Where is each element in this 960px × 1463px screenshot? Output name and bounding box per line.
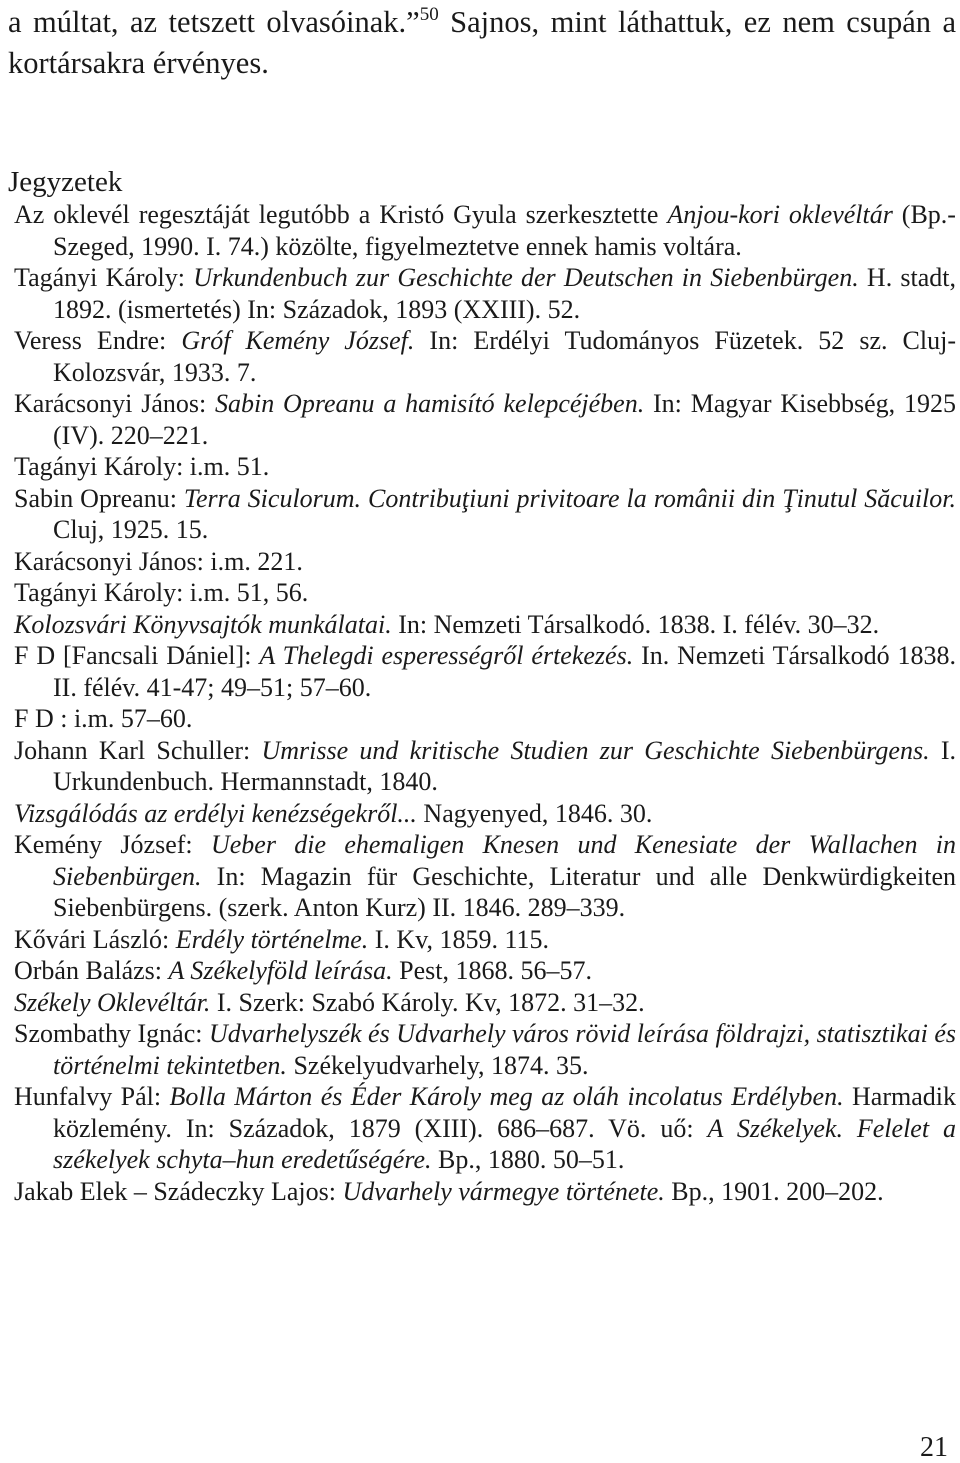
note-text: Cluj, 1925. 15. bbox=[53, 515, 209, 544]
note-text: Sabin Opreanu: bbox=[14, 483, 184, 513]
note-item bbox=[8, 325, 956, 388]
note-item bbox=[8, 735, 956, 798]
note-item bbox=[8, 388, 956, 451]
note-item bbox=[8, 577, 956, 609]
paragraph-text-after: Sajnos, mint láthattuk, ez nem csupán a kortársakra érvényes. bbox=[8, 5, 956, 80]
note-text: Bp., 1901. 200–202. bbox=[664, 1176, 884, 1206]
note-title: Vizsgálódás az erdélyi kenézségekről... bbox=[14, 798, 417, 828]
note-item bbox=[8, 955, 956, 987]
note-title: A Székelyföld leírása. bbox=[168, 956, 393, 985]
note-text: I. Kv, 1859. 115. bbox=[368, 924, 550, 954]
note-text: Veress Endre: bbox=[14, 326, 182, 355]
note-text: Orbán Balázs: bbox=[14, 956, 169, 985]
note-text: In: Nemzeti Társalkodó. 1838. I. félév. 30–32. bbox=[391, 609, 880, 639]
paragraph-text-before: a múltat, az tetszett olvasóinak.” bbox=[8, 5, 420, 39]
note-text: Harmadik közlemény. In: Századok, 1879 (XIII). 686–687. Vö. uő: bbox=[53, 1082, 956, 1143]
note-text: In: Erdélyi Tudományos Füzetek. 52 sz. Cluj-Kolozsvár, 1933. 7. bbox=[53, 326, 956, 387]
notes-heading: Jegyzetek bbox=[8, 166, 123, 198]
note-title: Anjou-kori oklevéltár bbox=[667, 200, 893, 229]
note-text: In: Magyar Kisebbség, 1925 (IV). 220–221. bbox=[53, 389, 956, 450]
note-title: Gróf Kemény József. bbox=[181, 326, 415, 355]
note-text: Az oklevél regesztáját legutóbb a Kristó Gyula szerkesztette bbox=[14, 200, 668, 229]
note-item bbox=[8, 609, 956, 641]
note-text: Jakab Elek – Szádeczky Lajos: bbox=[14, 1176, 343, 1206]
note-text: Karácsonyi János: bbox=[14, 389, 216, 418]
note-text: F D : i.m. 57–60. bbox=[14, 704, 193, 733]
note-item bbox=[8, 546, 956, 578]
note-text: Karácsonyi János: i.m. 221. bbox=[14, 546, 303, 576]
note-text: Szombathy Ignác: bbox=[14, 1019, 209, 1048]
note-text: Pest, 1868. 56–57. bbox=[392, 956, 592, 985]
note-text: (Bp.-Szeged, 1990. I. 74.) közölte, figyelmeztetve ennek hamis voltára. bbox=[53, 200, 956, 261]
note-item bbox=[8, 924, 956, 956]
note-item bbox=[8, 798, 956, 830]
note-title: Kolozsvári Könyvsajtók munkálatai. bbox=[14, 609, 392, 639]
note-text: Kővári László: bbox=[14, 924, 176, 954]
note-item bbox=[8, 987, 956, 1019]
note-text: I. Szerk: Szabó Károly. Kv, 1872. 31–32. bbox=[210, 987, 645, 1017]
note-text: Bp., 1880. 50–51. bbox=[431, 1145, 625, 1174]
note-title: Udvarhely vármegye története. bbox=[342, 1176, 665, 1206]
note-item bbox=[8, 451, 956, 483]
note-text: In: Magazin für Geschichte, Literatur und alle Denkwürdigkeiten Siebenbürgens. (szerk. Anton Kurz) II. 1846. 289–339. bbox=[53, 861, 956, 922]
note-item bbox=[8, 1018, 956, 1081]
note-text: Székelyudvarhely, 1874. 35. bbox=[286, 1050, 589, 1080]
notes-list bbox=[8, 199, 956, 1207]
note-text: Nagyenyed, 1846. 30. bbox=[416, 798, 653, 828]
note-text: Kemény József: bbox=[14, 830, 211, 859]
note-item bbox=[8, 199, 956, 262]
page-number: 21 bbox=[920, 1432, 948, 1463]
note-text: F D [Fancsali Dániel]: bbox=[14, 641, 260, 670]
note-title: A Székelyek. Felelet a székelyek schyta–hun eredetűségére. bbox=[53, 1113, 957, 1174]
note-title: Sabin Opreanu a hamisító kelepcéjében. bbox=[215, 389, 645, 418]
note-text: Tagányi Károly: bbox=[14, 263, 194, 292]
note-text: Tagányi Károly: i.m. 51. bbox=[14, 452, 270, 481]
note-text: I. Urkundenbuch. Hermannstadt, 1840. bbox=[53, 735, 956, 796]
note-title: Urkundenbuch zur Geschichte der Deutschen in Siebenbürgen. bbox=[193, 263, 859, 292]
note-title: Székely Oklevéltár. bbox=[14, 987, 211, 1017]
note-item bbox=[8, 1176, 956, 1208]
note-title: Udvarhelyszék és Udvarhely város rövid leírása földrajzi, statisztikai és történelmi tekintetben. bbox=[53, 1019, 956, 1080]
body-paragraph bbox=[8, 2, 956, 84]
note-item bbox=[8, 1081, 956, 1176]
note-item bbox=[8, 829, 956, 924]
note-item bbox=[8, 640, 956, 703]
note-item bbox=[8, 703, 956, 735]
note-item bbox=[8, 262, 956, 325]
note-text: In. Nemzeti Társalkodó 1838. II. félév. 41-47; 49–51; 57–60. bbox=[53, 641, 957, 702]
note-text: H. stadt, 1892. (ismertetés) In: Századok, 1893 (XXIII). 52. bbox=[53, 263, 957, 324]
note-title: Ueber die ehemaligen Knesen und Kenesiate der Wallachen in Siebenbürgen. bbox=[53, 830, 956, 891]
note-title: Erdély történelme. bbox=[175, 924, 369, 954]
note-text: Tagányi Károly: i.m. 51, 56. bbox=[14, 578, 309, 607]
note-title: Terra Siculorum. Contribuţiuni privitoare la românii din Ţinutul Săcuilor. bbox=[183, 483, 956, 513]
note-title: A Thelegdi esperességről értekezés. bbox=[259, 641, 634, 670]
note-title: Umrisse und kritische Studien zur Geschichte Siebenbürgens. bbox=[261, 735, 930, 765]
note-title: Bolla Márton és Éder Károly meg az oláh incolatus Erdélyben. bbox=[169, 1082, 844, 1111]
note-text: Hunfalvy Pál: bbox=[14, 1082, 170, 1111]
note-item bbox=[8, 483, 956, 546]
note-text: Johann Karl Schuller: bbox=[14, 735, 262, 765]
footnote-reference[interactable]: 50 bbox=[419, 4, 439, 25]
